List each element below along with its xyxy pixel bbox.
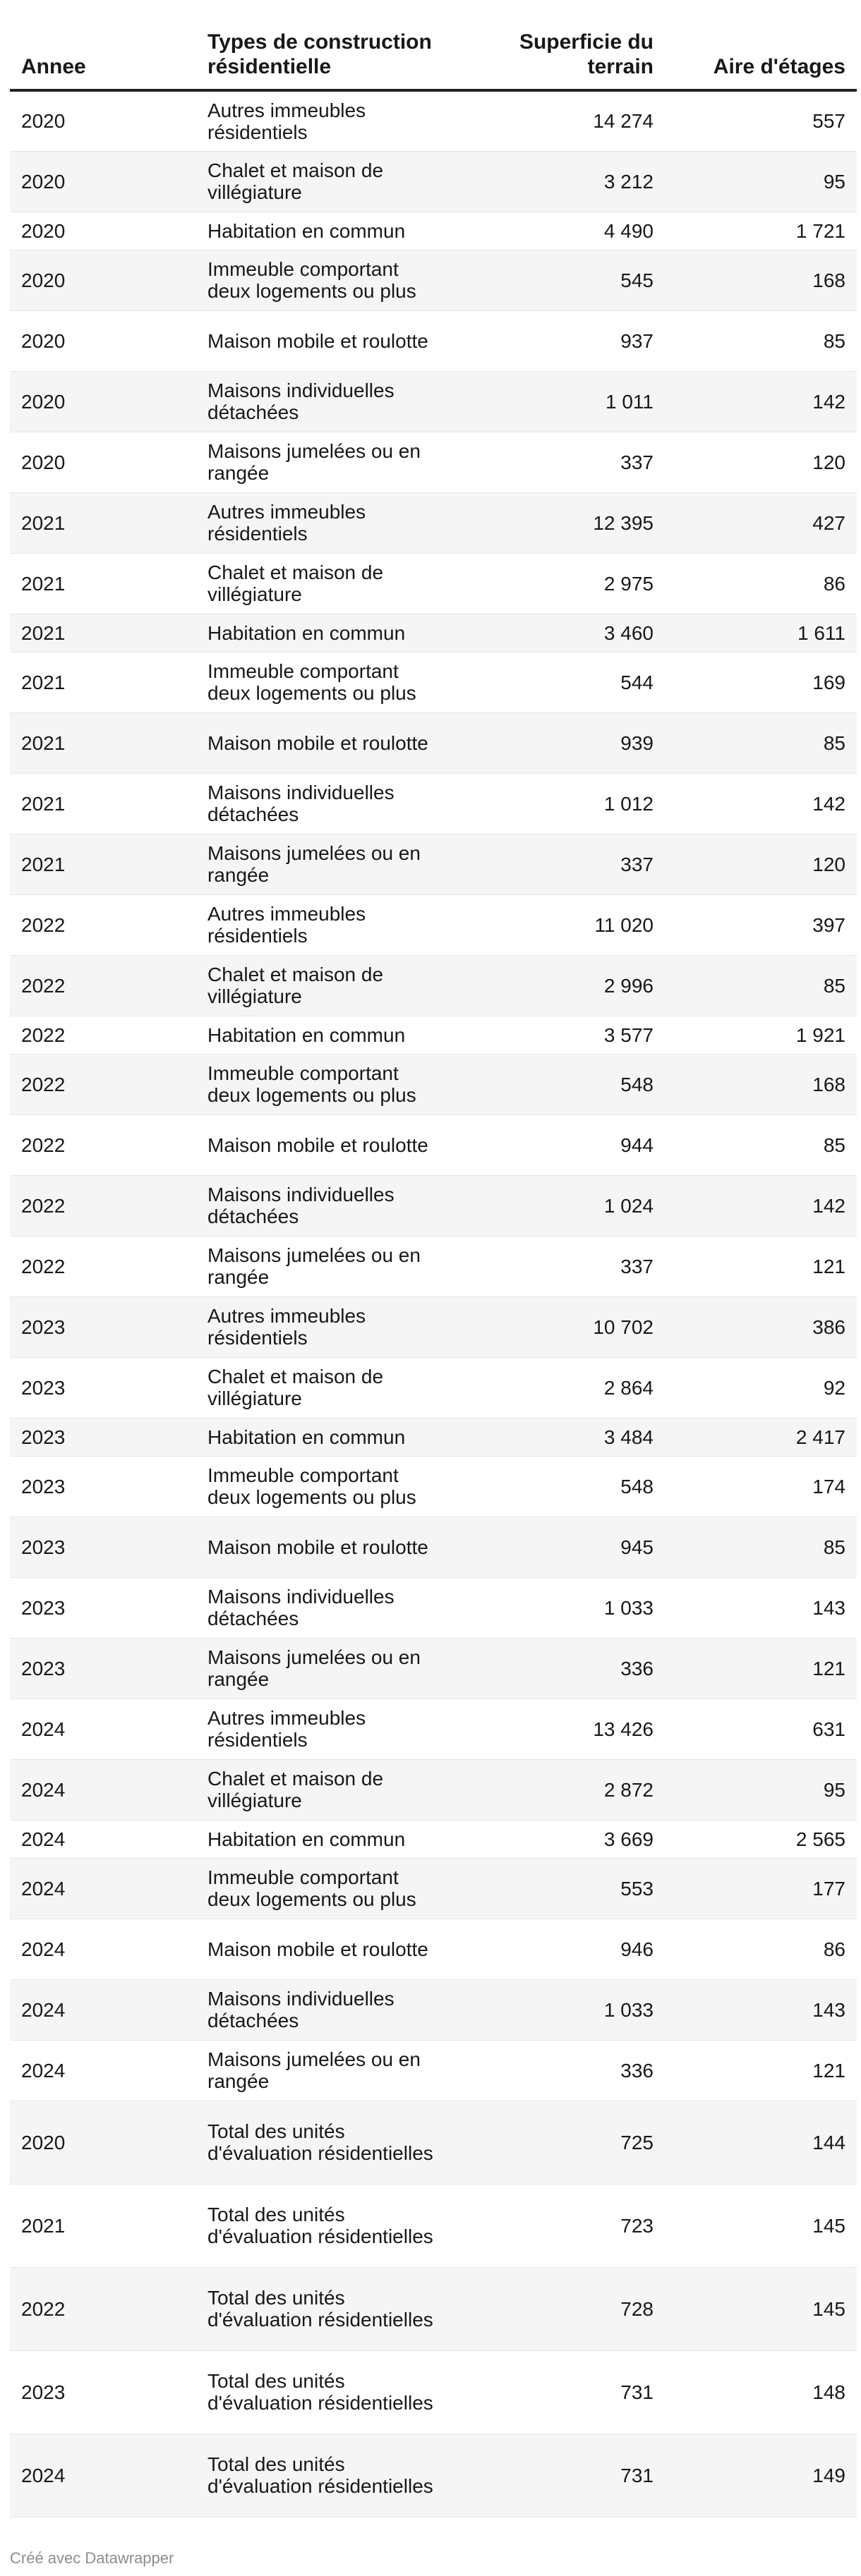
- cell-superficie-terrain: 937: [453, 310, 665, 371]
- cell-annee: 2021: [10, 773, 196, 834]
- cell-annee: 2020: [10, 2101, 196, 2184]
- cell-aire-etages: 149: [665, 2434, 857, 2517]
- cell-superficie-terrain: 1 033: [453, 1979, 665, 2040]
- table-row: [10, 1456, 857, 1517]
- cell-superficie-terrain: 728: [453, 2267, 665, 2350]
- table-row: [10, 553, 857, 614]
- cell-annee: 2022: [10, 1054, 196, 1114]
- cell-type: Maison mobile et roulotte: [196, 310, 453, 371]
- column-header-annee[interactable]: Annee: [10, 30, 196, 90]
- cell-aire-etages: 2 565: [665, 1820, 857, 1858]
- cell-superficie-terrain: 723: [453, 2184, 665, 2267]
- cell-type: Maisons individuelles détachées: [196, 1175, 453, 1236]
- cell-type: Maisons jumelées ou en rangée: [196, 1236, 453, 1296]
- table-row: [10, 894, 857, 955]
- cell-aire-etages: 85: [665, 1517, 857, 1577]
- table-row: [10, 492, 857, 553]
- cell-aire-etages: 169: [665, 652, 857, 712]
- cell-type: Chalet et maison de villégiature: [196, 1759, 453, 1820]
- table-row: [10, 1357, 857, 1418]
- table-row: [10, 1418, 857, 1456]
- cell-aire-etages: 95: [665, 1759, 857, 1820]
- cell-aire-etages: 120: [665, 432, 857, 492]
- table-row: [10, 1517, 857, 1577]
- cell-type: Habitation en commun: [196, 212, 453, 250]
- cell-type: Habitation en commun: [196, 614, 453, 652]
- table-row: [10, 2184, 857, 2267]
- table-row: [10, 652, 857, 712]
- cell-aire-etages: 86: [665, 553, 857, 614]
- cell-superficie-terrain: 2 975: [453, 553, 665, 614]
- cell-superficie-terrain: 2 872: [453, 1759, 665, 1820]
- table-row: [10, 1638, 857, 1699]
- cell-superficie-terrain: 939: [453, 712, 665, 773]
- cell-type: Maisons jumelées ou en rangée: [196, 2040, 453, 2101]
- cell-type: Immeuble comportant deux logements ou plus: [196, 1054, 453, 1114]
- cell-type: Maisons individuelles détachées: [196, 1979, 453, 2040]
- cell-annee: 2023: [10, 1296, 196, 1357]
- table-row: [10, 1016, 857, 1054]
- cell-superficie-terrain: 3 669: [453, 1820, 665, 1858]
- table-row: [10, 1236, 857, 1296]
- cell-superficie-terrain: 3 460: [453, 614, 665, 652]
- cell-superficie-terrain: 4 490: [453, 212, 665, 250]
- table-row: [10, 955, 857, 1016]
- table-row: [10, 2434, 857, 2517]
- cell-type: Maisons jumelées ou en rangée: [196, 1638, 453, 1699]
- cell-aire-etages: 95: [665, 151, 857, 212]
- table-row: [10, 1296, 857, 1357]
- table-row: [10, 2040, 857, 2101]
- cell-aire-etages: 177: [665, 1858, 857, 1919]
- cell-superficie-terrain: 2 864: [453, 1357, 665, 1418]
- cell-type: Total des unités d'évaluation résidentielles: [196, 2184, 453, 2267]
- header-row: [10, 30, 857, 90]
- column-header-aire-etages[interactable]: Aire d'étages: [665, 30, 857, 90]
- cell-aire-etages: 397: [665, 894, 857, 955]
- table-row: [10, 614, 857, 652]
- table-row: [10, 1054, 857, 1114]
- table-container: [10, 30, 857, 2517]
- cell-aire-etages: 85: [665, 955, 857, 1016]
- cell-type: Maison mobile et roulotte: [196, 1919, 453, 1979]
- cell-aire-etages: 427: [665, 492, 857, 553]
- cell-aire-etages: 145: [665, 2184, 857, 2267]
- cell-annee: 2020: [10, 90, 196, 151]
- table-row: [10, 432, 857, 492]
- cell-annee: 2024: [10, 2434, 196, 2517]
- cell-type: Total des unités d'évaluation résidentielles: [196, 2434, 453, 2517]
- cell-superficie-terrain: 725: [453, 2101, 665, 2184]
- cell-type: Autres immeubles résidentiels: [196, 90, 453, 151]
- cell-annee: 2021: [10, 2184, 196, 2267]
- cell-superficie-terrain: 548: [453, 1456, 665, 1517]
- cell-annee: 2021: [10, 492, 196, 553]
- cell-aire-etages: 92: [665, 1357, 857, 1418]
- cell-superficie-terrain: 14 274: [453, 90, 665, 151]
- cell-aire-etages: 386: [665, 1296, 857, 1357]
- cell-annee: 2022: [10, 2267, 196, 2350]
- cell-annee: 2022: [10, 955, 196, 1016]
- cell-aire-etages: 121: [665, 2040, 857, 2101]
- cell-type: Autres immeubles résidentiels: [196, 492, 453, 553]
- cell-aire-etages: 557: [665, 90, 857, 151]
- table-header: [10, 30, 857, 90]
- cell-annee: 2020: [10, 212, 196, 250]
- table-row: [10, 1858, 857, 1919]
- table-body: [10, 90, 857, 2517]
- table-row: [10, 712, 857, 773]
- table-row: [10, 834, 857, 894]
- cell-annee: 2023: [10, 1357, 196, 1418]
- cell-aire-etages: 142: [665, 773, 857, 834]
- cell-aire-etages: 121: [665, 1236, 857, 1296]
- cell-type: Total des unités d'évaluation résidentielles: [196, 2350, 453, 2434]
- table-row: [10, 371, 857, 432]
- cell-superficie-terrain: 731: [453, 2434, 665, 2517]
- cell-aire-etages: 86: [665, 1919, 857, 1979]
- cell-superficie-terrain: 1 033: [453, 1577, 665, 1638]
- cell-type: Maison mobile et roulotte: [196, 1114, 453, 1175]
- cell-aire-etages: 631: [665, 1699, 857, 1759]
- cell-type: Maisons individuelles détachées: [196, 1577, 453, 1638]
- cell-annee: 2024: [10, 1820, 196, 1858]
- cell-superficie-terrain: 3 577: [453, 1016, 665, 1054]
- cell-superficie-terrain: 544: [453, 652, 665, 712]
- cell-annee: 2023: [10, 2350, 196, 2434]
- cell-superficie-terrain: 3 484: [453, 1418, 665, 1456]
- cell-superficie-terrain: 945: [453, 1517, 665, 1577]
- cell-annee: 2021: [10, 614, 196, 652]
- cell-type: Total des unités d'évaluation résidentielles: [196, 2101, 453, 2184]
- cell-superficie-terrain: 10 702: [453, 1296, 665, 1357]
- cell-aire-etages: 148: [665, 2350, 857, 2434]
- cell-annee: 2023: [10, 1638, 196, 1699]
- cell-aire-etages: 168: [665, 1054, 857, 1114]
- cell-type: Chalet et maison de villégiature: [196, 553, 453, 614]
- cell-aire-etages: 142: [665, 371, 857, 432]
- cell-annee: 2020: [10, 432, 196, 492]
- cell-annee: 2021: [10, 652, 196, 712]
- cell-aire-etages: 143: [665, 1577, 857, 1638]
- cell-annee: 2020: [10, 371, 196, 432]
- cell-annee: 2022: [10, 1236, 196, 1296]
- cell-annee: 2022: [10, 894, 196, 955]
- table-row: [10, 90, 857, 151]
- cell-type: Maisons individuelles détachées: [196, 773, 453, 834]
- cell-type: Autres immeubles résidentiels: [196, 894, 453, 955]
- cell-superficie-terrain: 336: [453, 1638, 665, 1699]
- cell-annee: 2023: [10, 1517, 196, 1577]
- cell-aire-etages: 1 921: [665, 1016, 857, 1054]
- cell-superficie-terrain: 337: [453, 834, 665, 894]
- cell-annee: 2020: [10, 250, 196, 310]
- cell-superficie-terrain: 336: [453, 2040, 665, 2101]
- cell-type: Autres immeubles résidentiels: [196, 1296, 453, 1357]
- cell-type: Immeuble comportant deux logements ou plus: [196, 1456, 453, 1517]
- cell-superficie-terrain: 946: [453, 1919, 665, 1979]
- column-header-types-construction[interactable]: Types de construction résidentielle: [196, 30, 453, 90]
- cell-type: Autres immeubles résidentiels: [196, 1699, 453, 1759]
- cell-annee: 2022: [10, 1175, 196, 1236]
- cell-superficie-terrain: 12 395: [453, 492, 665, 553]
- table-row: [10, 310, 857, 371]
- cell-type: Immeuble comportant deux logements ou plus: [196, 1858, 453, 1919]
- data-table: [10, 30, 857, 2517]
- cell-aire-etages: 85: [665, 712, 857, 773]
- cell-aire-etages: 174: [665, 1456, 857, 1517]
- cell-type: Immeuble comportant deux logements ou plus: [196, 652, 453, 712]
- cell-superficie-terrain: 1 024: [453, 1175, 665, 1236]
- cell-superficie-terrain: 731: [453, 2350, 665, 2434]
- cell-aire-etages: 120: [665, 834, 857, 894]
- cell-type: Maisons jumelées ou en rangée: [196, 432, 453, 492]
- table-row: [10, 212, 857, 250]
- cell-superficie-terrain: 337: [453, 1236, 665, 1296]
- cell-aire-etages: 142: [665, 1175, 857, 1236]
- cell-annee: 2024: [10, 1759, 196, 1820]
- cell-aire-etages: 1 611: [665, 614, 857, 652]
- cell-annee: 2021: [10, 553, 196, 614]
- table-row: [10, 2101, 857, 2184]
- cell-aire-etages: 85: [665, 310, 857, 371]
- cell-aire-etages: 145: [665, 2267, 857, 2350]
- cell-superficie-terrain: 944: [453, 1114, 665, 1175]
- cell-annee: 2021: [10, 712, 196, 773]
- cell-annee: 2023: [10, 1456, 196, 1517]
- cell-superficie-terrain: 2 996: [453, 955, 665, 1016]
- cell-superficie-terrain: 11 020: [453, 894, 665, 955]
- table-row: [10, 1699, 857, 1759]
- cell-aire-etages: 144: [665, 2101, 857, 2184]
- table-row: [10, 2267, 857, 2350]
- cell-superficie-terrain: 1 011: [453, 371, 665, 432]
- table-row: [10, 1759, 857, 1820]
- column-header-superficie-terrain[interactable]: Superficie du terrain: [453, 30, 665, 90]
- cell-aire-etages: 143: [665, 1979, 857, 2040]
- cell-superficie-terrain: 13 426: [453, 1699, 665, 1759]
- cell-superficie-terrain: 545: [453, 250, 665, 310]
- cell-type: Habitation en commun: [196, 1016, 453, 1054]
- cell-superficie-terrain: 337: [453, 432, 665, 492]
- table-row: [10, 1820, 857, 1858]
- cell-annee: 2020: [10, 151, 196, 212]
- table-row: [10, 2350, 857, 2434]
- table-row: [10, 1577, 857, 1638]
- cell-aire-etages: 1 721: [665, 212, 857, 250]
- cell-annee: 2020: [10, 310, 196, 371]
- cell-superficie-terrain: 3 212: [453, 151, 665, 212]
- cell-annee: 2024: [10, 2040, 196, 2101]
- cell-type: Maison mobile et roulotte: [196, 712, 453, 773]
- cell-type: Chalet et maison de villégiature: [196, 1357, 453, 1418]
- cell-aire-etages: 85: [665, 1114, 857, 1175]
- cell-annee: 2024: [10, 1979, 196, 2040]
- cell-type: Chalet et maison de villégiature: [196, 955, 453, 1016]
- table-row: [10, 1919, 857, 1979]
- cell-annee: 2023: [10, 1418, 196, 1456]
- cell-type: Maisons individuelles détachées: [196, 371, 453, 432]
- cell-annee: 2024: [10, 1858, 196, 1919]
- table-row: [10, 250, 857, 310]
- cell-type: Chalet et maison de villégiature: [196, 151, 453, 212]
- footer-credit: Créé avec Datawrapper: [10, 2549, 174, 2567]
- cell-annee: 2022: [10, 1016, 196, 1054]
- table-row: [10, 1114, 857, 1175]
- table-row: [10, 151, 857, 212]
- table-row: [10, 1979, 857, 2040]
- cell-type: Immeuble comportant deux logements ou plus: [196, 250, 453, 310]
- cell-type: Maisons jumelées ou en rangée: [196, 834, 453, 894]
- cell-annee: 2021: [10, 834, 196, 894]
- cell-annee: 2022: [10, 1114, 196, 1175]
- cell-aire-etages: 121: [665, 1638, 857, 1699]
- table-row: [10, 1175, 857, 1236]
- cell-superficie-terrain: 553: [453, 1858, 665, 1919]
- cell-annee: 2023: [10, 1577, 196, 1638]
- cell-type: Habitation en commun: [196, 1418, 453, 1456]
- cell-type: Habitation en commun: [196, 1820, 453, 1858]
- table-row: [10, 773, 857, 834]
- cell-aire-etages: 168: [665, 250, 857, 310]
- cell-aire-etages: 2 417: [665, 1418, 857, 1456]
- cell-superficie-terrain: 548: [453, 1054, 665, 1114]
- cell-type: Total des unités d'évaluation résidentielles: [196, 2267, 453, 2350]
- cell-annee: 2024: [10, 1919, 196, 1979]
- cell-superficie-terrain: 1 012: [453, 773, 665, 834]
- cell-type: Maison mobile et roulotte: [196, 1517, 453, 1577]
- cell-annee: 2024: [10, 1699, 196, 1759]
